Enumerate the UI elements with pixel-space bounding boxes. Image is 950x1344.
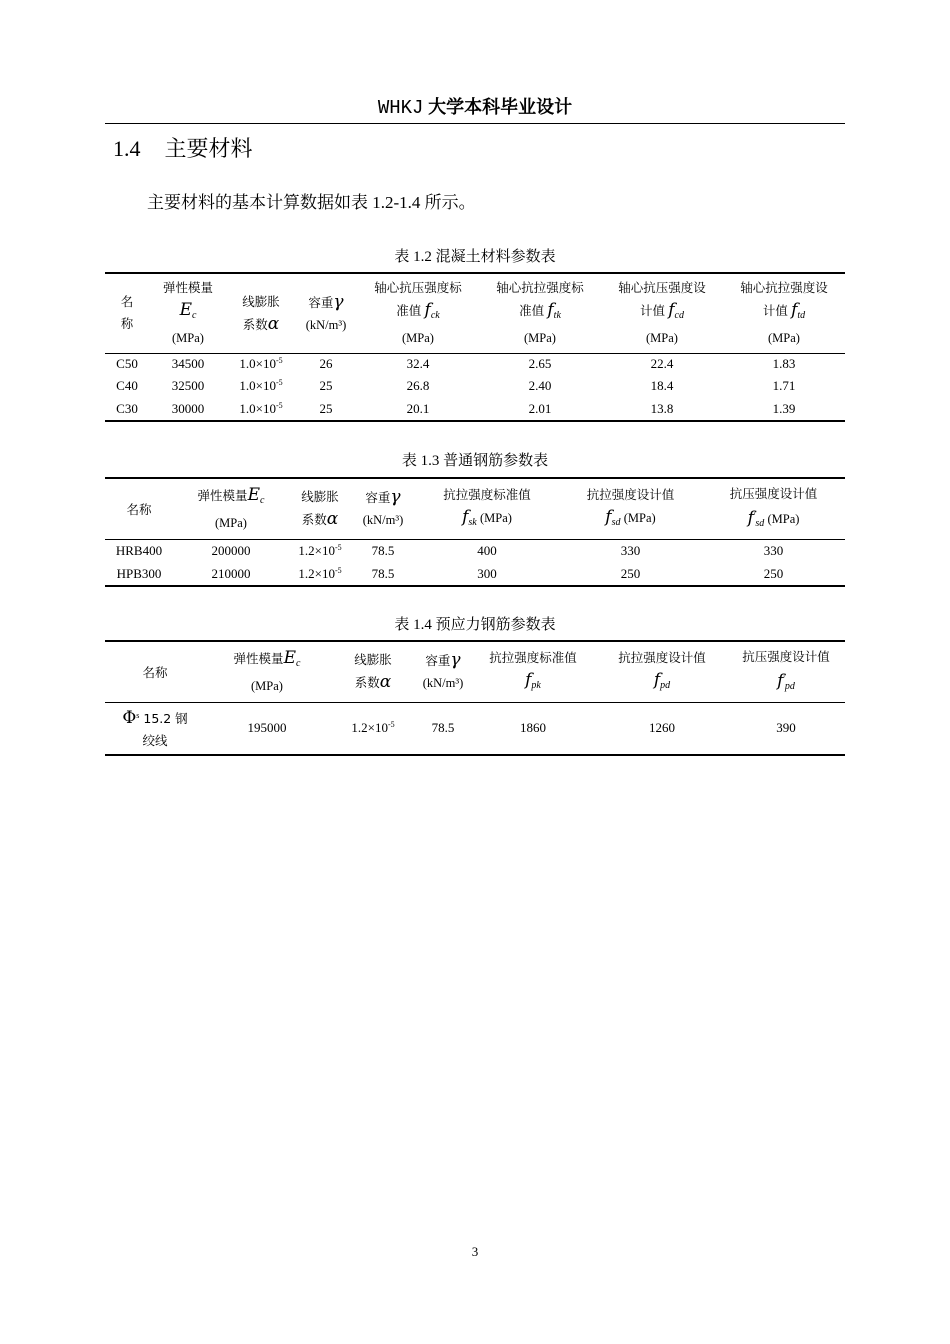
col-fsk: 抗拉强度标准值 $f_{sk}$ (MPa): [415, 478, 559, 539]
table-row: HPB300 210000 $1.2\times 10^{-5}$ 78.5 300 250 250: [105, 562, 845, 586]
col-modulus: 弹性模量 $E_c$ (MPa): [149, 273, 227, 353]
table-row: $\Phi^s$ 15.2 钢 绞线 195000 $1.2\times 10^{-5}$ 78.5 1860 1260 390: [105, 702, 845, 755]
col-fsd-compression: 抗压强度设计值 $f'_{sd}$ (MPa): [702, 478, 845, 539]
section-title-text: 主要材料: [164, 137, 253, 162]
col-unit-weight: 容重γ (kN/m³): [295, 273, 357, 353]
col-fsd: 抗拉强度设计值 $f_{sd}$ (MPa): [559, 478, 702, 539]
intro-paragraph: 主要材料的基本计算数据如表 1.2-1.4 所示。: [147, 193, 476, 212]
prestress-table: [105, 640, 845, 756]
table-row: C40 32500 $1.0\times 10^{-5}$ 25 26.8 2.40 18.4 1.71: [116, 378, 796, 393]
col-name: 名 称: [105, 273, 149, 353]
running-header: [105, 96, 845, 120]
col-fpk: 抗拉强度标准值 $f_{pk}$: [469, 641, 597, 702]
col-unit-weight: 容重γ (kN/m³): [417, 641, 469, 702]
col-expansion: 线膨胀 系数α: [329, 641, 417, 702]
col-modulus: 弹性模量$E_c$ (MPa): [173, 478, 289, 539]
col-fcd: 轴心抗压强度设 计值 $f_{cd}$ (MPa): [601, 273, 723, 353]
table-row: C50 34500 $1.0\times 10^{-5}$ 26 32.4 2.65 22.4 1.83: [116, 356, 796, 372]
col-modulus: 弹性模量$E_c$ (MPa): [205, 641, 329, 702]
col-expansion: 线膨胀 系数α: [227, 273, 295, 353]
section-number: 1.4: [113, 136, 141, 161]
section-title: [113, 135, 253, 164]
header-school-code: WHKJ: [377, 97, 424, 119]
table-row: HRB400 200000 $1.2\times 10^{-5}$ 78.5 400 330 330: [115, 542, 784, 558]
table-1-2-caption: 表 1.2 混凝土材料参数表: [394, 249, 556, 265]
col-expansion: 线膨胀 系数α: [289, 478, 351, 539]
col-name: 名称: [105, 641, 205, 702]
header-title: 大学本科毕业设计: [428, 97, 573, 118]
col-ftd: 轴心抗拉强度设 计值 $f_{td}$ (MPa): [723, 273, 845, 353]
col-unit-weight: 容重γ (kN/m³): [351, 478, 415, 539]
col-fpd-compression: 抗压强度设计值 $f'_{pd}$: [727, 641, 845, 702]
col-fck: 轴心抗压强度标 准值 $f_{ck}$ (MPa): [357, 273, 479, 353]
concrete-table: [105, 272, 845, 422]
table-row: C30 30000 $1.0\times 10^{-5}$ 25 20.1 2.01 13.8 1.39: [105, 397, 845, 421]
header-rule: [105, 123, 845, 124]
col-ftk: 轴心抗拉强度标 准值 $f_{tk}$ (MPa): [479, 273, 601, 353]
col-fpd: 抗拉强度设计值 $f_{pd}$: [597, 641, 727, 702]
table-1-4-caption: 表 1.4 预应力钢筋参数表: [394, 617, 556, 633]
page-number: 3: [471, 1244, 479, 1259]
col-name: 名称: [105, 478, 173, 539]
rebar-table: [105, 477, 845, 587]
table-1-3-caption: 表 1.3 普通钢筋参数表: [401, 453, 549, 469]
